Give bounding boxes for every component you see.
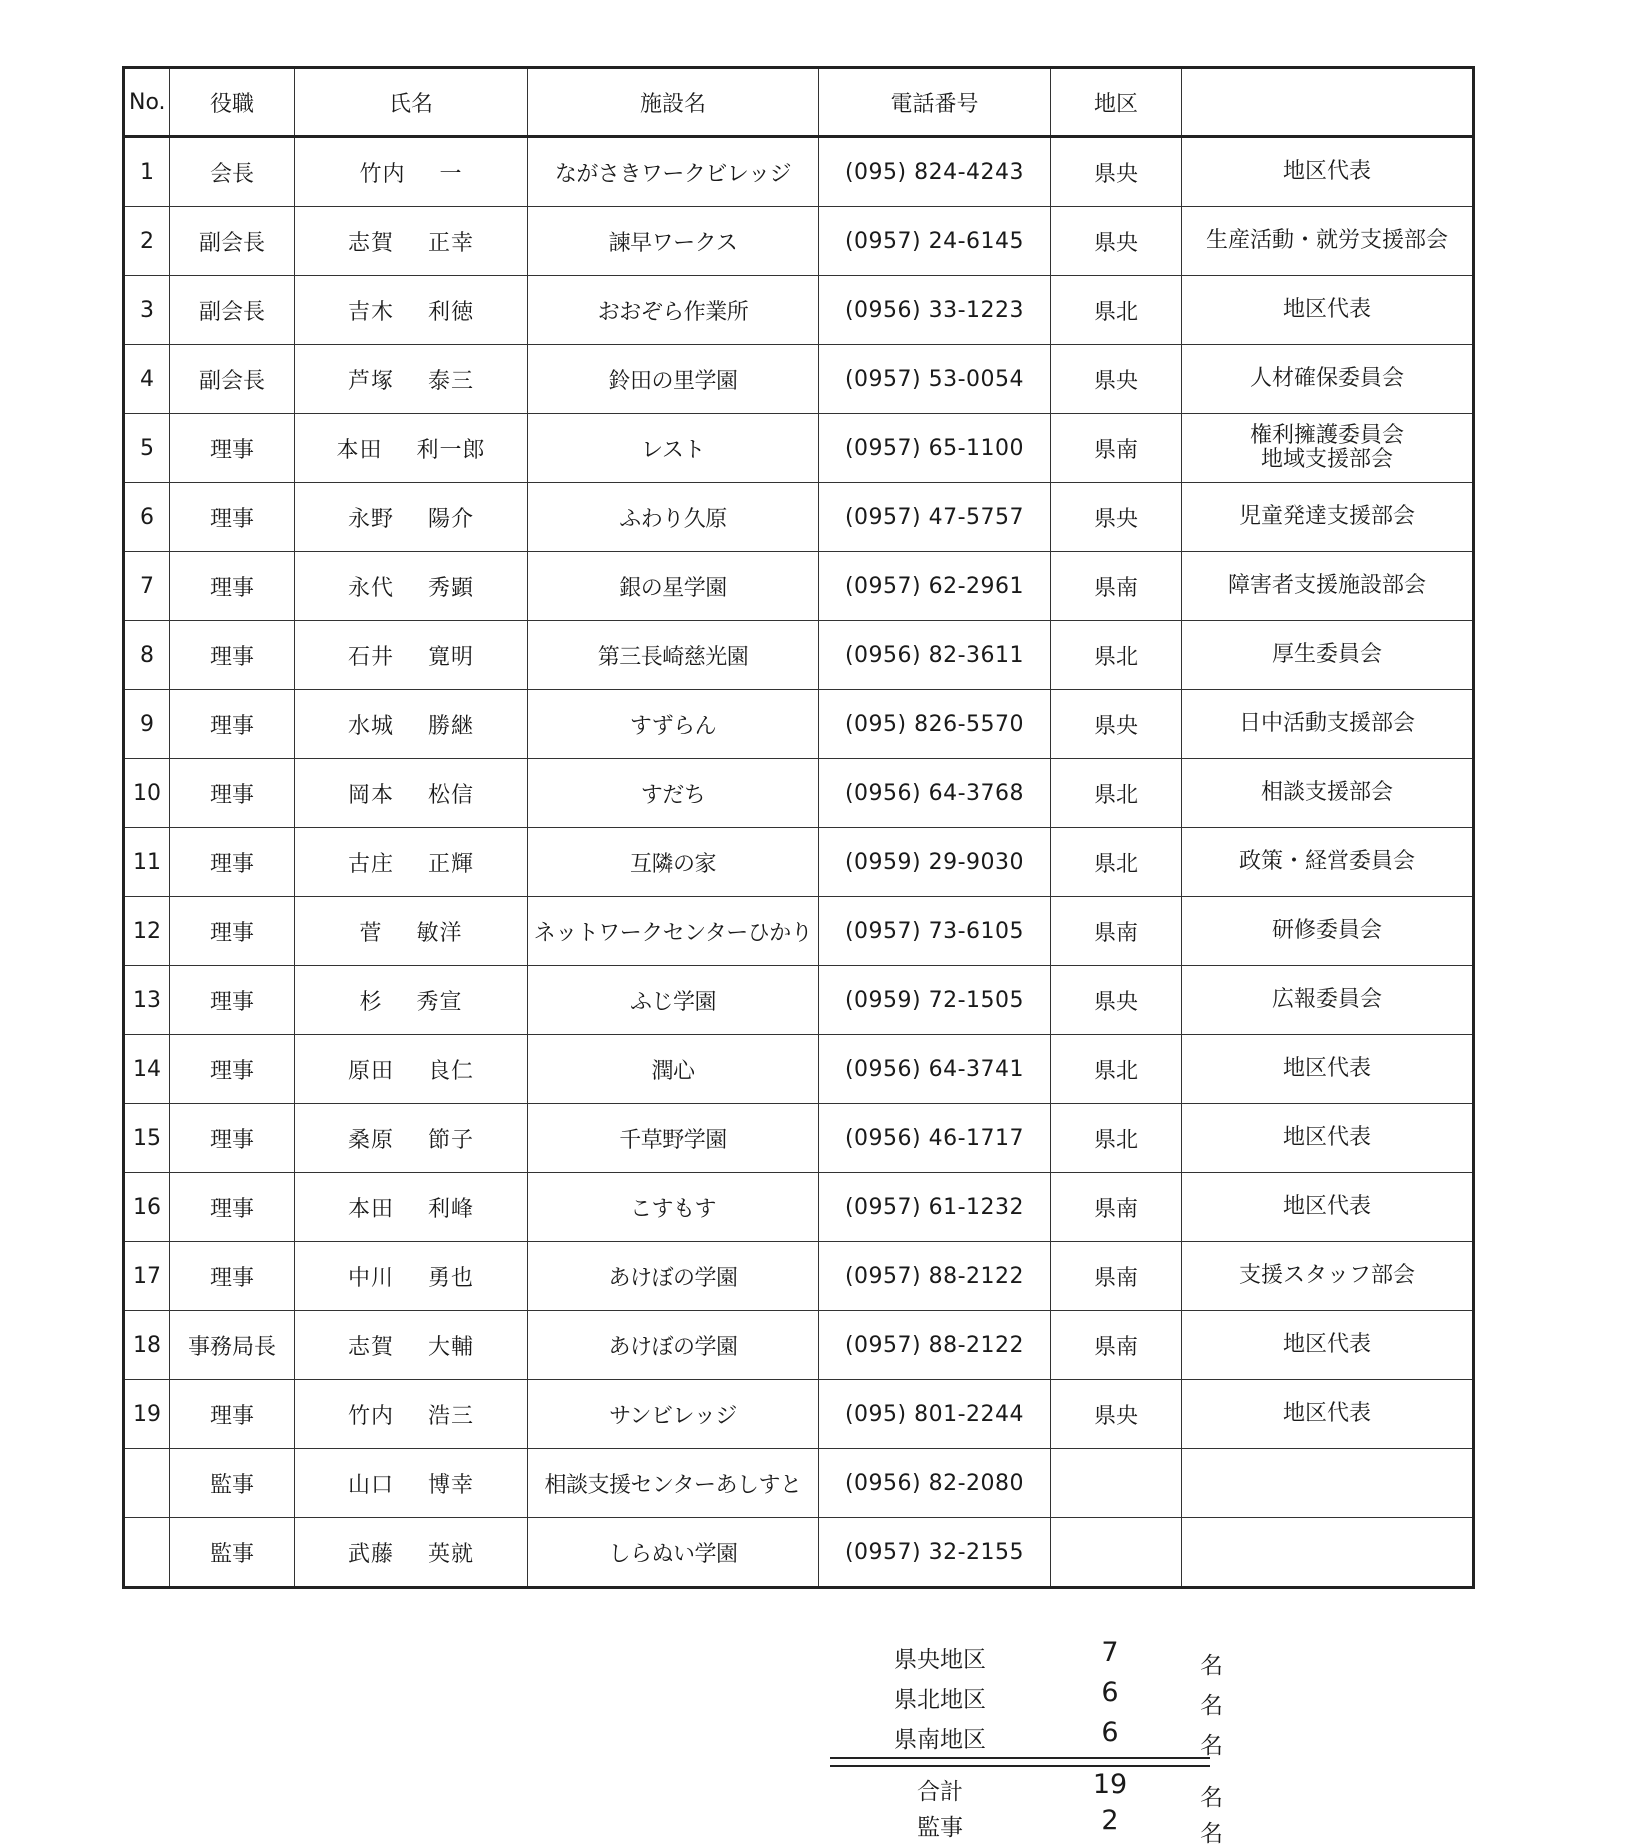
summary-row xyxy=(830,1675,1250,1719)
cell-district: 県央 xyxy=(1051,966,1182,1035)
given-name: 節子 xyxy=(428,1127,475,1153)
cell-phone: (0956) 46-1717 xyxy=(819,1104,1051,1173)
cell-name xyxy=(295,1311,528,1380)
cell-note xyxy=(1182,1449,1474,1518)
cell-role: 理事 xyxy=(170,621,295,690)
cell-role: 理事 xyxy=(170,1380,295,1449)
cell-facility: 相談支援センターあしすと xyxy=(528,1449,819,1518)
given-name: 正幸 xyxy=(428,230,475,256)
given-name: 浩三 xyxy=(428,1403,475,1429)
table-body xyxy=(124,137,1474,1588)
given-name: 利一郎 xyxy=(416,437,486,463)
cell-facility: 第三長崎慈光園 xyxy=(528,621,819,690)
cell-note: 児童発達支援部会 xyxy=(1182,483,1474,552)
cell-district: 県南 xyxy=(1051,552,1182,621)
cell-note: 人材確保委員会 xyxy=(1182,345,1474,414)
cell-district: 県央 xyxy=(1051,1380,1182,1449)
cell-role: 監事 xyxy=(170,1518,295,1588)
surname: 武藤 xyxy=(347,1541,394,1567)
cell-district: 県北 xyxy=(1051,276,1182,345)
cell-facility: すずらん xyxy=(528,690,819,759)
cell-name xyxy=(295,1104,528,1173)
given-name: 利徳 xyxy=(428,299,475,325)
cell-note: 支援スタッフ部会 xyxy=(1182,1242,1474,1311)
cell-no xyxy=(124,1449,170,1518)
surname: 水城 xyxy=(347,713,394,739)
cell-note: 地区代表 xyxy=(1182,137,1474,207)
cell-no: 1 xyxy=(124,137,170,207)
cell-district: 県南 xyxy=(1051,1173,1182,1242)
officer-roster-table xyxy=(122,66,1475,1589)
cell-note: 地区代表 xyxy=(1182,1173,1474,1242)
cell-name xyxy=(295,759,528,828)
surname: 菅 xyxy=(359,920,383,946)
cell-district: 県南 xyxy=(1051,1242,1182,1311)
cell-no: 8 xyxy=(124,621,170,690)
cell-phone: (0957) 88-2122 xyxy=(819,1242,1051,1311)
table-row xyxy=(124,1311,1474,1380)
cell-no: 7 xyxy=(124,552,170,621)
cell-no: 6 xyxy=(124,483,170,552)
cell-name xyxy=(295,552,528,621)
cell-role: 理事 xyxy=(170,828,295,897)
summary-unit: 名 xyxy=(1200,1693,1223,1719)
cell-facility: ながさきワークビレッジ xyxy=(528,137,819,207)
table-row xyxy=(124,1449,1474,1518)
header-role: 役職 xyxy=(170,68,295,137)
summary-total-row xyxy=(830,1767,1250,1811)
cell-district: 県央 xyxy=(1051,690,1182,759)
given-name: 泰三 xyxy=(428,368,475,394)
cell-role: 副会長 xyxy=(170,276,295,345)
cell-district: 県央 xyxy=(1051,207,1182,276)
cell-phone: (095) 824-4243 xyxy=(819,137,1051,207)
table-row xyxy=(124,690,1474,759)
cell-facility: サンビレッジ xyxy=(528,1380,819,1449)
cell-district: 県南 xyxy=(1051,897,1182,966)
summary-count: 6 xyxy=(1101,1677,1119,1708)
given-name: 秀宣 xyxy=(416,989,463,1015)
summary-label: 県央地区 xyxy=(894,1647,986,1673)
cell-district: 県北 xyxy=(1051,1035,1182,1104)
cell-facility: 諫早ワークス xyxy=(528,207,819,276)
table-row xyxy=(124,483,1474,552)
summary-count: 6 xyxy=(1101,1717,1119,1748)
surname: 吉木 xyxy=(347,299,394,325)
summary-count: 7 xyxy=(1101,1637,1119,1668)
cell-facility: あけぼの学園 xyxy=(528,1242,819,1311)
summary-auditor-count: 2 xyxy=(1101,1805,1119,1836)
given-name: 陽介 xyxy=(428,506,475,532)
cell-phone: (0959) 72-1505 xyxy=(819,966,1051,1035)
cell-no: 18 xyxy=(124,1311,170,1380)
cell-phone: (0957) 53-0054 xyxy=(819,345,1051,414)
surname: 石井 xyxy=(347,644,394,670)
cell-name xyxy=(295,276,528,345)
cell-district: 県北 xyxy=(1051,828,1182,897)
cell-no: 14 xyxy=(124,1035,170,1104)
cell-facility: ネットワークセンターひかり xyxy=(528,897,819,966)
table-row xyxy=(124,1035,1474,1104)
cell-role: 理事 xyxy=(170,897,295,966)
cell-name xyxy=(295,1035,528,1104)
cell-role: 理事 xyxy=(170,690,295,759)
surname: 原田 xyxy=(347,1058,394,1084)
cell-district: 県央 xyxy=(1051,137,1182,207)
cell-name xyxy=(295,137,528,207)
cell-no: 9 xyxy=(124,690,170,759)
cell-note: 生産活動・就労支援部会 xyxy=(1182,207,1474,276)
cell-name xyxy=(295,345,528,414)
cell-district: 県北 xyxy=(1051,759,1182,828)
surname: 志賀 xyxy=(347,1334,394,1360)
cell-role: 理事 xyxy=(170,1104,295,1173)
cell-note: 政策・経営委員会 xyxy=(1182,828,1474,897)
cell-note: 地区代表 xyxy=(1182,276,1474,345)
cell-note xyxy=(1182,1518,1474,1588)
table-row xyxy=(124,414,1474,483)
summary-auditor-row xyxy=(830,1803,1250,1847)
table-row xyxy=(124,1380,1474,1449)
surname: 竹内 xyxy=(359,161,406,187)
cell-no: 15 xyxy=(124,1104,170,1173)
summary-unit: 名 xyxy=(1200,1653,1223,1679)
cell-role: 理事 xyxy=(170,483,295,552)
given-name: 博幸 xyxy=(428,1472,475,1498)
table-row xyxy=(124,345,1474,414)
cell-no: 5 xyxy=(124,414,170,483)
cell-role: 理事 xyxy=(170,552,295,621)
cell-note: 地区代表 xyxy=(1182,1035,1474,1104)
surname: 山口 xyxy=(347,1472,394,1498)
cell-facility: 千草野学園 xyxy=(528,1104,819,1173)
surname: 永野 xyxy=(347,506,394,532)
cell-role: 理事 xyxy=(170,966,295,1035)
cell-facility: ふじ学園 xyxy=(528,966,819,1035)
cell-phone: (0957) 24-6145 xyxy=(819,207,1051,276)
table-row xyxy=(124,759,1474,828)
cell-no: 13 xyxy=(124,966,170,1035)
cell-phone: (0957) 88-2122 xyxy=(819,1311,1051,1380)
cell-name xyxy=(295,1242,528,1311)
surname: 本田 xyxy=(347,1196,394,1222)
table-row xyxy=(124,1518,1474,1588)
surname: 杉 xyxy=(359,989,383,1015)
surname: 古庄 xyxy=(347,851,394,877)
cell-name xyxy=(295,690,528,759)
cell-facility: しらぬい学園 xyxy=(528,1518,819,1588)
given-name: 英就 xyxy=(428,1541,475,1567)
cell-phone: (095) 826-5570 xyxy=(819,690,1051,759)
table-row xyxy=(124,1173,1474,1242)
cell-facility: 潤心 xyxy=(528,1035,819,1104)
cell-phone: (0957) 61-1232 xyxy=(819,1173,1051,1242)
cell-phone: (0957) 62-2961 xyxy=(819,552,1051,621)
cell-name xyxy=(295,414,528,483)
cell-no xyxy=(124,1518,170,1588)
table-row xyxy=(124,552,1474,621)
given-name: 勇也 xyxy=(428,1265,475,1291)
cell-phone: (0957) 47-5757 xyxy=(819,483,1051,552)
cell-no: 11 xyxy=(124,828,170,897)
cell-facility: 鈴田の里学園 xyxy=(528,345,819,414)
cell-district: 県央 xyxy=(1051,483,1182,552)
cell-district: 県北 xyxy=(1051,1104,1182,1173)
given-name: 秀顕 xyxy=(428,575,475,601)
cell-facility: 銀の星学園 xyxy=(528,552,819,621)
summary-total-unit: 名 xyxy=(1200,1785,1223,1811)
surname: 桑原 xyxy=(347,1127,394,1153)
cell-role: 監事 xyxy=(170,1449,295,1518)
cell-role: 理事 xyxy=(170,759,295,828)
cell-facility: こすもす xyxy=(528,1173,819,1242)
cell-no: 3 xyxy=(124,276,170,345)
cell-no: 12 xyxy=(124,897,170,966)
cell-note: 研修委員会 xyxy=(1182,897,1474,966)
table-row xyxy=(124,276,1474,345)
cell-role: 理事 xyxy=(170,414,295,483)
cell-name xyxy=(295,828,528,897)
cell-role: 会長 xyxy=(170,137,295,207)
cell-role: 理事 xyxy=(170,1035,295,1104)
table-row xyxy=(124,137,1474,207)
surname: 芦塚 xyxy=(347,368,394,394)
cell-role: 事務局長 xyxy=(170,1311,295,1380)
given-name: 良仁 xyxy=(428,1058,475,1084)
cell-facility: ふわり久原 xyxy=(528,483,819,552)
cell-note: 地区代表 xyxy=(1182,1104,1474,1173)
cell-role: 理事 xyxy=(170,1242,295,1311)
cell-facility: おおぞら作業所 xyxy=(528,276,819,345)
cell-note: 権利擁護委員会 地域支援部会 xyxy=(1182,414,1474,483)
cell-note: 地区代表 xyxy=(1182,1311,1474,1380)
cell-phone: (0959) 29-9030 xyxy=(819,828,1051,897)
summary-double-rule xyxy=(830,1757,1210,1767)
cell-phone: (0956) 64-3768 xyxy=(819,759,1051,828)
surname: 岡本 xyxy=(347,782,394,808)
given-name: 一 xyxy=(439,161,463,187)
given-name: 勝継 xyxy=(428,713,475,739)
cell-name xyxy=(295,1380,528,1449)
summary-auditor-label: 監事 xyxy=(917,1815,963,1841)
cell-phone: (0957) 65-1100 xyxy=(819,414,1051,483)
cell-note: 地区代表 xyxy=(1182,1380,1474,1449)
cell-role: 副会長 xyxy=(170,345,295,414)
cell-phone: (0956) 82-2080 xyxy=(819,1449,1051,1518)
table-row xyxy=(124,621,1474,690)
table-row xyxy=(124,1242,1474,1311)
summary-label: 県南地区 xyxy=(894,1727,986,1753)
cell-facility: レスト xyxy=(528,414,819,483)
summary-row xyxy=(830,1635,1250,1679)
cell-district: 県南 xyxy=(1051,1311,1182,1380)
cell-phone: (0956) 33-1223 xyxy=(819,276,1051,345)
surname: 中川 xyxy=(347,1265,394,1291)
given-name: 敏洋 xyxy=(416,920,463,946)
cell-phone: (095) 801-2244 xyxy=(819,1380,1051,1449)
header-name: 氏名 xyxy=(295,68,528,137)
cell-note: 障害者支援施設部会 xyxy=(1182,552,1474,621)
cell-district: 県南 xyxy=(1051,414,1182,483)
summary-total-count: 19 xyxy=(1092,1769,1128,1800)
cell-name xyxy=(295,483,528,552)
cell-phone: (0957) 73-6105 xyxy=(819,897,1051,966)
cell-name xyxy=(295,966,528,1035)
table-row xyxy=(124,828,1474,897)
cell-name xyxy=(295,1518,528,1588)
cell-name xyxy=(295,621,528,690)
cell-facility: 互隣の家 xyxy=(528,828,819,897)
header-note xyxy=(1182,68,1474,137)
given-name: 松信 xyxy=(428,782,475,808)
cell-note: 広報委員会 xyxy=(1182,966,1474,1035)
cell-no: 17 xyxy=(124,1242,170,1311)
header-no: No. xyxy=(124,68,170,137)
cell-note: 厚生委員会 xyxy=(1182,621,1474,690)
table-header-row xyxy=(124,68,1474,137)
table-row xyxy=(124,1104,1474,1173)
summary-unit: 名 xyxy=(1200,1733,1223,1759)
cell-phone: (0956) 82-3611 xyxy=(819,621,1051,690)
given-name: 寛明 xyxy=(428,644,475,670)
cell-no: 4 xyxy=(124,345,170,414)
cell-no: 10 xyxy=(124,759,170,828)
cell-no: 2 xyxy=(124,207,170,276)
header-district: 地区 xyxy=(1051,68,1182,137)
cell-phone: (0956) 64-3741 xyxy=(819,1035,1051,1104)
table-row xyxy=(124,897,1474,966)
surname: 本田 xyxy=(336,437,383,463)
header-facility: 施設名 xyxy=(528,68,819,137)
cell-district: 県北 xyxy=(1051,621,1182,690)
cell-district xyxy=(1051,1449,1182,1518)
cell-phone: (0957) 32-2155 xyxy=(819,1518,1051,1588)
cell-facility: あけぼの学園 xyxy=(528,1311,819,1380)
cell-name xyxy=(295,1449,528,1518)
surname: 志賀 xyxy=(347,230,394,256)
cell-name xyxy=(295,1173,528,1242)
district-summary xyxy=(830,1635,1250,1847)
cell-no: 19 xyxy=(124,1380,170,1449)
cell-district xyxy=(1051,1518,1182,1588)
given-name: 大輔 xyxy=(428,1334,475,1360)
summary-auditor-unit: 名 xyxy=(1200,1821,1223,1847)
cell-no: 16 xyxy=(124,1173,170,1242)
summary-rows xyxy=(830,1635,1250,1759)
given-name: 利峰 xyxy=(428,1196,475,1222)
summary-label: 県北地区 xyxy=(894,1687,986,1713)
surname: 永代 xyxy=(347,575,394,601)
table-row xyxy=(124,207,1474,276)
cell-name xyxy=(295,207,528,276)
header-phone: 電話番号 xyxy=(819,68,1051,137)
cell-facility: すだち xyxy=(528,759,819,828)
given-name: 正輝 xyxy=(428,851,475,877)
summary-total-label: 合計 xyxy=(917,1779,963,1805)
cell-role: 副会長 xyxy=(170,207,295,276)
table-row xyxy=(124,966,1474,1035)
summary-row xyxy=(830,1715,1250,1759)
cell-role: 理事 xyxy=(170,1173,295,1242)
surname: 竹内 xyxy=(347,1403,394,1429)
cell-district: 県央 xyxy=(1051,345,1182,414)
cell-note: 相談支援部会 xyxy=(1182,759,1474,828)
cell-note: 日中活動支援部会 xyxy=(1182,690,1474,759)
cell-name xyxy=(295,897,528,966)
